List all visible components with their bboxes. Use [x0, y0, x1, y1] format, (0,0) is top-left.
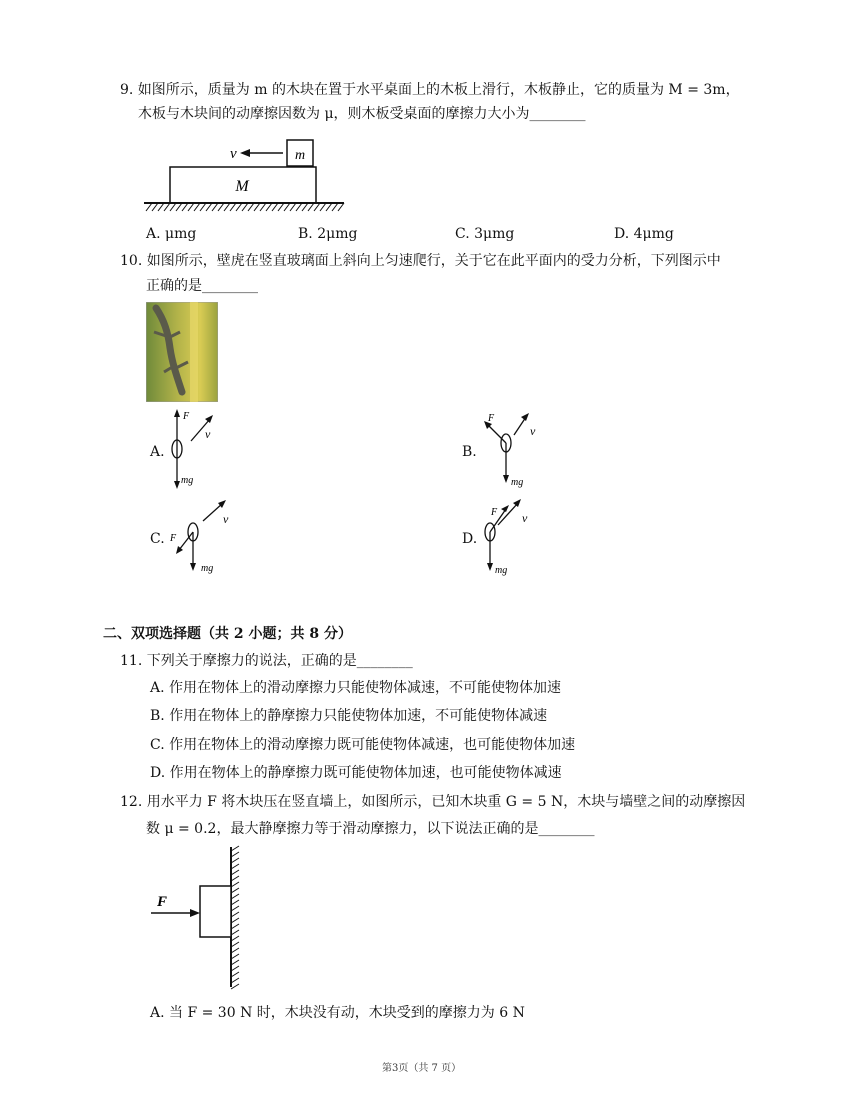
q10-diagram-b: [478, 405, 558, 490]
q12-option-a[interactable]: A. 当 F = 30 N 时，木块没有动，木块受到的摩擦力为 6 N: [150, 1005, 525, 1021]
q10-option-c-label[interactable]: C.: [150, 531, 165, 547]
q11-option-d[interactable]: D. 作用在物体上的静摩擦力既可能使物体加速，也可能使物体减速: [150, 765, 562, 781]
gecko-photo: [146, 302, 218, 402]
svg-text:mg: mg: [201, 563, 214, 574]
svg-text:F: F: [491, 507, 498, 518]
q11-option-b[interactable]: B. 作用在物体上的静摩擦力只能使物体加速，不可能使物体减速: [150, 708, 548, 724]
q9-option-d[interactable]: D. 4μmg: [614, 226, 674, 242]
q10-diagram-c: [165, 495, 245, 580]
label-v: v: [230, 146, 237, 162]
q10-diagram-a: [165, 405, 225, 490]
wall-hatching: [231, 846, 239, 989]
svg-text:F: F: [488, 413, 495, 424]
q12-figure: [145, 843, 255, 993]
section-2-heading: 二、双项选择题（共 2 小题；共 8 分）: [103, 626, 352, 642]
svg-text:F: F: [170, 533, 177, 544]
svg-text:v: v: [205, 427, 211, 441]
page-footer: 第3页（共 7 页）: [382, 1063, 462, 1074]
svg-text:v: v: [223, 512, 229, 526]
svg-text:v: v: [522, 511, 528, 525]
svg-text:v: v: [530, 424, 536, 438]
q10-option-a-label[interactable]: A.: [150, 444, 165, 460]
velocity-arrow-icon: [240, 149, 250, 157]
ground-hatching: [146, 203, 344, 211]
q9-option-c[interactable]: C. 3μmg: [455, 226, 515, 242]
q10-option-b-label[interactable]: B.: [462, 444, 477, 460]
q10-stem-line2: 正确的是________: [146, 278, 258, 294]
q9-option-a[interactable]: A. μmg: [146, 226, 197, 242]
q11-option-a[interactable]: A. 作用在物体上的滑动摩擦力只能使物体减速，不可能使物体加速: [150, 680, 562, 696]
q9-stem-line2: 木板与木块间的动摩擦因数为 μ，则木板受桌面的摩擦力大小为________: [138, 106, 586, 122]
force-arrow-icon: [190, 909, 200, 917]
q12-stem-line1: 12. 用水平力 F 将木块压在竖直墙上，如图所示，已知木块重 G = 5 N，木块与墙壁之间的动摩擦因: [120, 794, 746, 810]
q9-figure: [140, 136, 350, 216]
svg-text:F: F: [183, 411, 190, 422]
svg-text:mg: mg: [181, 475, 194, 486]
q11-option-c[interactable]: C. 作用在物体上的滑动摩擦力既可能使物体减速，也可能使物体加速: [150, 737, 576, 753]
q9-stem-line1: 9. 如图所示，质量为 m 的木块在置于水平桌面上的木板上滑行，木板静止，它的质量为 M = 3m，: [120, 82, 740, 98]
svg-text:mg: mg: [495, 565, 508, 576]
label-M: M: [235, 178, 249, 195]
q10-stem-line1: 10. 如图所示，壁虎在竖直玻璃面上斜向上匀速爬行，关于它在此平面内的受力分析，下列图示中: [120, 253, 721, 269]
q9-option-b[interactable]: B. 2μmg: [298, 226, 358, 242]
q10-diagram-d: [478, 495, 558, 580]
label-F: F: [157, 894, 168, 910]
wood-block: [200, 886, 231, 937]
label-m: m: [294, 148, 306, 163]
q11-stem: 11. 下列关于摩擦力的说法，正确的是________: [120, 653, 413, 669]
q12-stem-line2: 数 μ = 0.2，最大静摩擦力等于滑动摩擦力，以下说法正确的是________: [146, 821, 595, 837]
svg-text:mg: mg: [511, 477, 524, 488]
q10-option-d-label[interactable]: D.: [462, 531, 478, 547]
